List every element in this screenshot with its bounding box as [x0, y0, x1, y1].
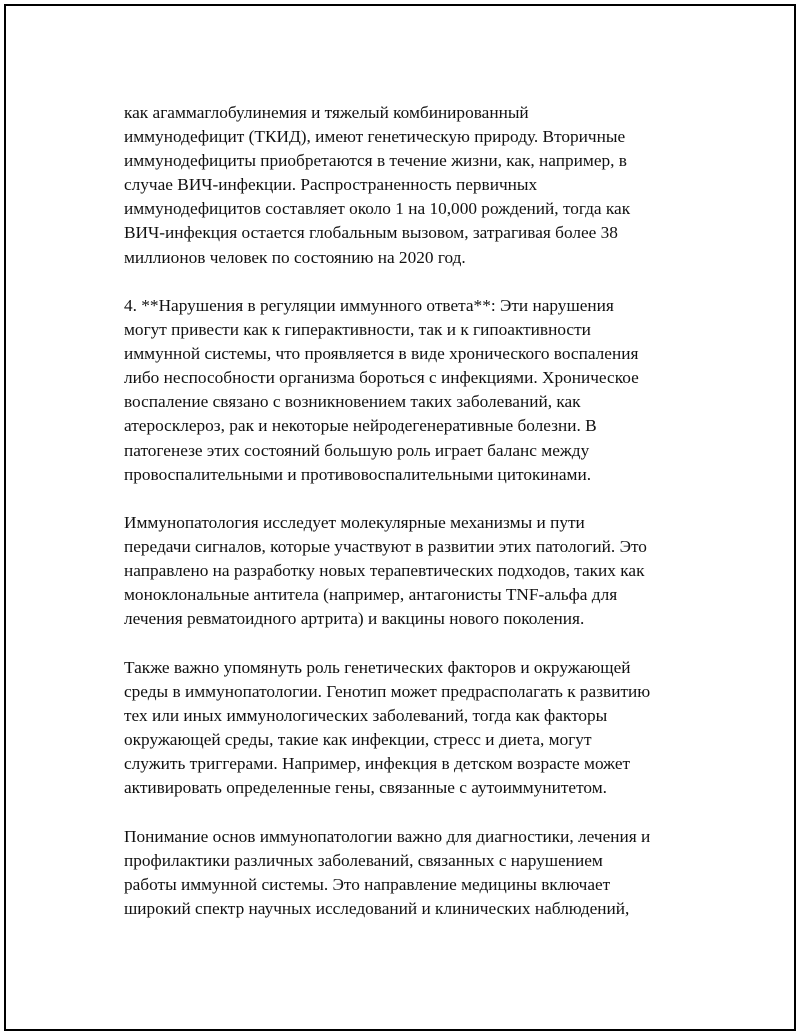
- text-line: работы иммунной системы. Это направление медицины включает: [124, 874, 611, 894]
- text-line: передачи сигналов, которые участвуют в развитии этих патологий. Это: [124, 537, 647, 557]
- paragraph-genetic-environmental-factors: [124, 656, 704, 801]
- text-line: профилактики различных заболеваний, связанных с нарушением: [124, 850, 603, 870]
- text-line: атеросклероз, рак и некоторые нейродегенеративные болезни. В: [124, 416, 597, 436]
- text-line: 4. **Нарушения в регуляции иммунного ответа**: Эти нарушения: [124, 295, 614, 315]
- text-line: как агаммаглобулинемия и тяжелый комбинированный: [124, 103, 529, 122]
- text-line: иммунной системы, что проявляется в виде хронического воспаления: [124, 344, 639, 364]
- text-line: широкий спектр научных исследований и клинических наблюдений,: [124, 898, 630, 918]
- paragraph-immunopathology-importance: [124, 825, 704, 921]
- text-line: иммунодефициты приобретаются в течение жизни, как, например, в: [124, 151, 627, 171]
- document-body: [124, 101, 704, 945]
- text-line: воспаление связано с возникновением таких заболеваний, как: [124, 392, 581, 412]
- text-line: направлено на разработку новых терапевтических подходов, таких как: [124, 561, 645, 581]
- page-frame: [4, 4, 796, 1031]
- paragraph-immunodeficiency-continued: [124, 101, 704, 270]
- text-line: патогенезе этих состояний большую роль играет баланс между: [124, 440, 590, 460]
- text-line: провоспалительными и противовоспалительными цитокинами.: [124, 464, 592, 484]
- text-line: окружающей среды, такие как инфекции, стресс и диета, могут: [124, 730, 592, 750]
- text-line: служить триггерами. Например, инфекция в детском возрасте может: [124, 754, 631, 774]
- text-line: случае ВИЧ-инфекции. Распространенность первичных: [124, 175, 538, 195]
- text-line: иммунодефицитов составляет около 1 на 10,000 рождений, тогда как: [124, 199, 631, 219]
- text-line: могут привести как к гиперактивности, так и к гипоактивности: [124, 320, 591, 340]
- text-line: иммунодефицит (ТКИД), имеют генетическую природу. Вторичные: [124, 127, 626, 147]
- text-line: Также важно упомянуть роль генетических факторов и окружающей: [124, 657, 631, 677]
- text-line: активировать определенные гены, связанные с аутоиммунитетом.: [124, 778, 607, 798]
- text-line: ВИЧ-инфекция остается глобальным вызовом, затрагивая более 38: [124, 223, 618, 243]
- paragraph-molecular-mechanisms: [124, 511, 704, 631]
- text-line: моноклональные антитела (например, антагонисты TNF-альфа для: [124, 585, 618, 605]
- text-line: тех или иных иммунологических заболеваний, тогда как факторы: [124, 705, 608, 725]
- text-line: миллионов человек по состоянию на 2020 год.: [124, 247, 466, 267]
- paragraph-immune-regulation-disorders: [124, 294, 704, 487]
- text-line: Понимание основ иммунопатологии важно для диагностики, лечения и: [124, 826, 651, 846]
- text-line: Иммунопатология исследует молекулярные механизмы и пути: [124, 513, 585, 532]
- text-line: среды в иммунопатологии. Генотип может предрасполагать к развитию: [124, 681, 651, 701]
- text-line: либо неспособности организма бороться с инфекциями. Хроническое: [124, 368, 639, 388]
- text-line: лечения ревматоидного артрита) и вакцины нового поколения.: [124, 609, 585, 629]
